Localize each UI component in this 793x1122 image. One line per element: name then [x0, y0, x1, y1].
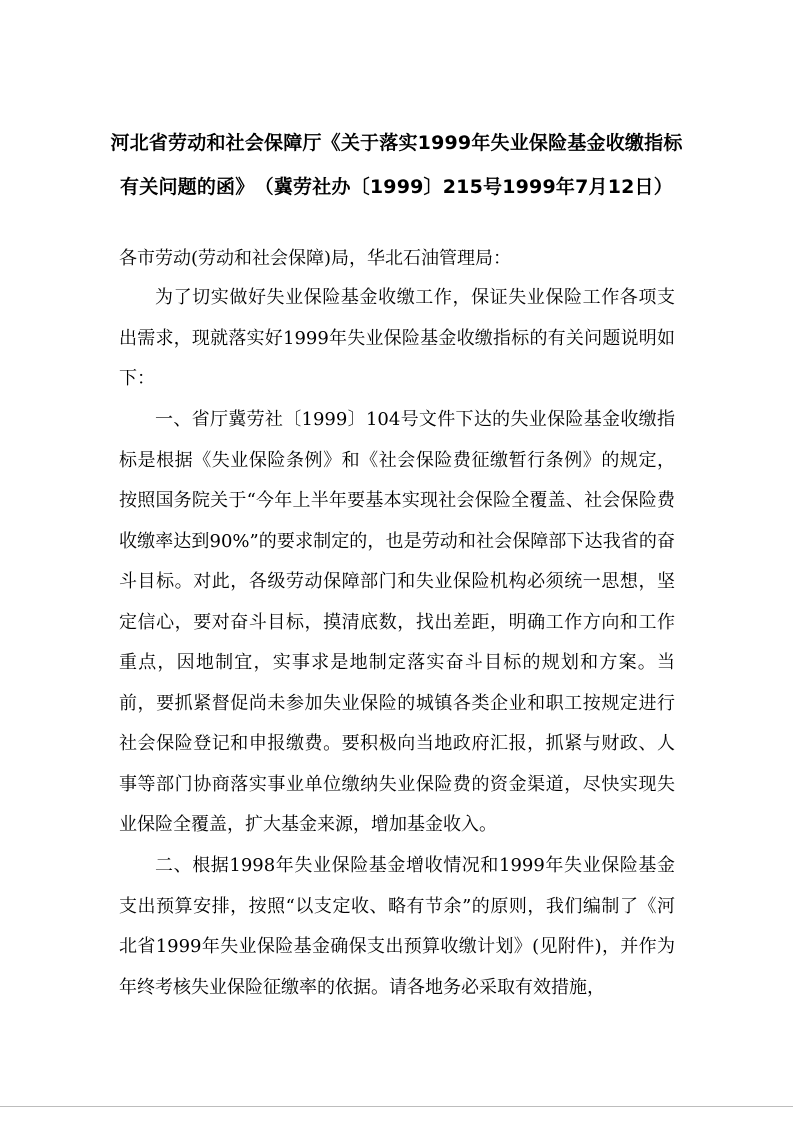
document-title-line-2: 有关问题的函》 （冀劳社办〔1999〕215号1999年7月12日）: [120, 176, 673, 198]
body-paragraph-3: 二、根据1998年失业保险基金增收情况和1999年失业保险基金支出预算安排，按照“以支定收、略有节余”的原则，我们编制了《河北省1999年失业保险基金确保支出预算收缴计划》(见附件)，并作为年终考核失业保险征缴率的依据。请各地务必采取有效措施，: [119, 855, 675, 998]
page-bottom-divider: [0, 1106, 793, 1107]
document-title-line-1: 河北省劳动和社会保障厅《关于落实1999年失业保险基金收缴指标: [110, 132, 683, 154]
salutation: 各市劳动(劳动和社会保障)局，华北石油管理局：: [119, 248, 512, 269]
body-paragraph-1: 为了切实做好失业保险基金收缴工作，保证失业保险工作各项支出需求，现就落实好1999年失业保险基金收缴指标的有关问题说明如下：: [119, 287, 675, 389]
body-paragraph-2: 一、省厅冀劳社〔1999〕104号文件下达的失业保险基金收缴指标是根据《失业保险条例》和《社会保险费征缴暂行条例》的规定，按照国务院关于“今年上半年要基本实现社会保险全覆盖、社会保险费收缴率达到90%”的要求制定的，也是劳动和社会保障部下达我省的奋斗目标。对此，各级劳动保障部门和失业保险机构必须统一思想，坚定信心，要对奋斗目标，摸清底数，找出差距，明确工作方向和工作重点，因地制宜，实事求是地制定落实奋斗目标的规划和方案。当前，要抓紧督促尚未参加失业保险的城镇各类企业和职工按规定进行社会保险登记和申报缴费。要积极向当地政府汇报，抓紧与财政、人事等部门协商落实事业单位缴纳失业保险费的资金渠道，尽快实现失业保险全覆盖，扩大基金来源，增加基金收入。: [119, 409, 675, 835]
